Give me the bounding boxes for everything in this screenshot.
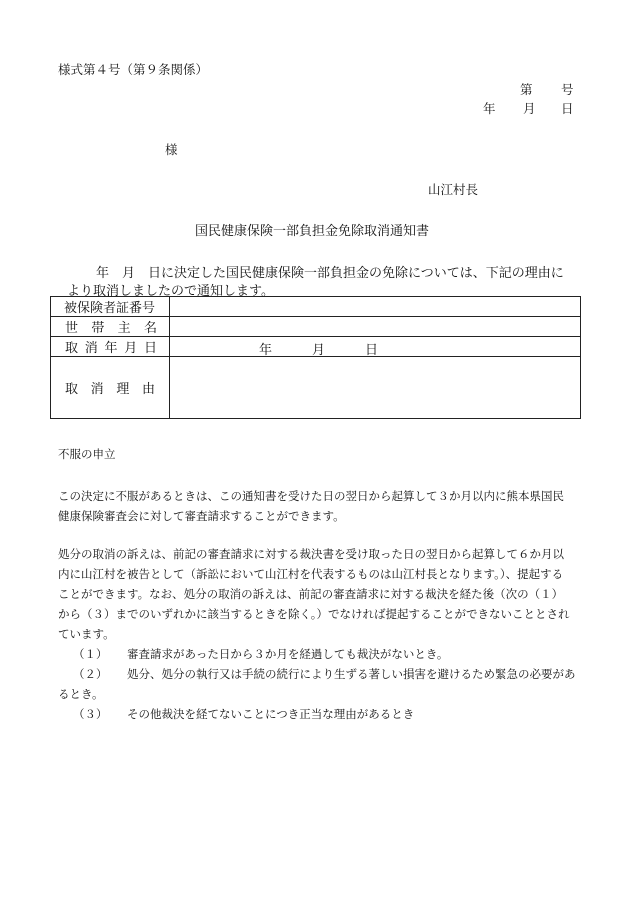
form-number: 様式第４号（第９条関係） [58, 62, 209, 77]
intro-line-2: より取消しましたので通知します。 [67, 284, 274, 299]
householder-label: 世 帯 主 名 [51, 317, 170, 337]
number-go: 号 [561, 82, 574, 97]
cancel-date-label: 取 消 年 月 日 [51, 337, 170, 357]
appeal-para2-line: ことができます。なお、処分の取消の訴えは、前記の審査請求に対する裁決を経た後（次の（１） [58, 587, 564, 601]
item-2-number: （２） [73, 667, 108, 681]
item-3-number: （３） [73, 707, 108, 721]
table-row [51, 337, 581, 357]
addressee-sama: 様 [165, 142, 178, 157]
cancel-month: 月 [312, 342, 326, 358]
document-title: 国民健康保険一部負担金免除取消通知書 [195, 224, 430, 239]
householder-value [170, 317, 581, 337]
sender-name: 山江村長 [428, 182, 479, 197]
appeal-para2-line: ています。 [58, 627, 115, 641]
appeal-para1-line: この決定に不服があるときは、この通知書を受けた日の翌日から起算して３か月以内に熊本県国民 [58, 489, 564, 503]
cancel-date-value [170, 337, 581, 357]
table-row [51, 317, 581, 337]
insured-number-value [170, 297, 581, 317]
appeal-para2-line: 処分の取消の訴えは、前記の審査請求に対する裁決書を受け取った日の翌日から起算して６か月以 [58, 547, 564, 561]
date-month: 月 [523, 101, 536, 116]
appeal-para2-line: 内に山江村を被告として（訴訟において山江村を代表するものは山江村長となります。）、提起する [58, 567, 564, 581]
appeal-para1-line: 健康保険審査会に対して審査請求することができます。 [58, 509, 345, 523]
insured-number-label: 被保険者証番号 [51, 297, 170, 317]
info-table [50, 296, 581, 419]
appeal-para2-line: から（３）までのいずれかに該当するときを除く。）でなければ提起することができないこととされ [58, 607, 570, 621]
cancel-year: 年 [259, 342, 273, 358]
item-1-number: （１） [73, 647, 108, 661]
date-year: 年 [483, 101, 496, 116]
cancel-reason-label: 取 消 理 由 [51, 357, 170, 419]
number-dai: 第 [520, 82, 533, 97]
appeal-heading: 不服の申立 [58, 447, 116, 461]
table-row [51, 357, 581, 419]
item-1-text: 審査請求があった日から３か月を経過しても裁決がないとき。 [127, 647, 449, 661]
cancel-reason-value [170, 357, 581, 419]
item-2-continuation: るとき。 [58, 687, 104, 701]
intro-line-1: 年 月 日に決定した国民健康保険一部負担金の免除については、下記の理由に [96, 266, 564, 281]
item-3-text: その他裁決を経てないことにつき正当な理由があるとき [127, 707, 415, 721]
table-row [51, 297, 581, 317]
date-day: 日 [561, 101, 574, 116]
cancel-day: 日 [365, 342, 379, 358]
item-2-text: 処分、処分の執行又は手続の続行により生ずる著しい損害を避けるため緊急の必要があ [127, 667, 576, 681]
